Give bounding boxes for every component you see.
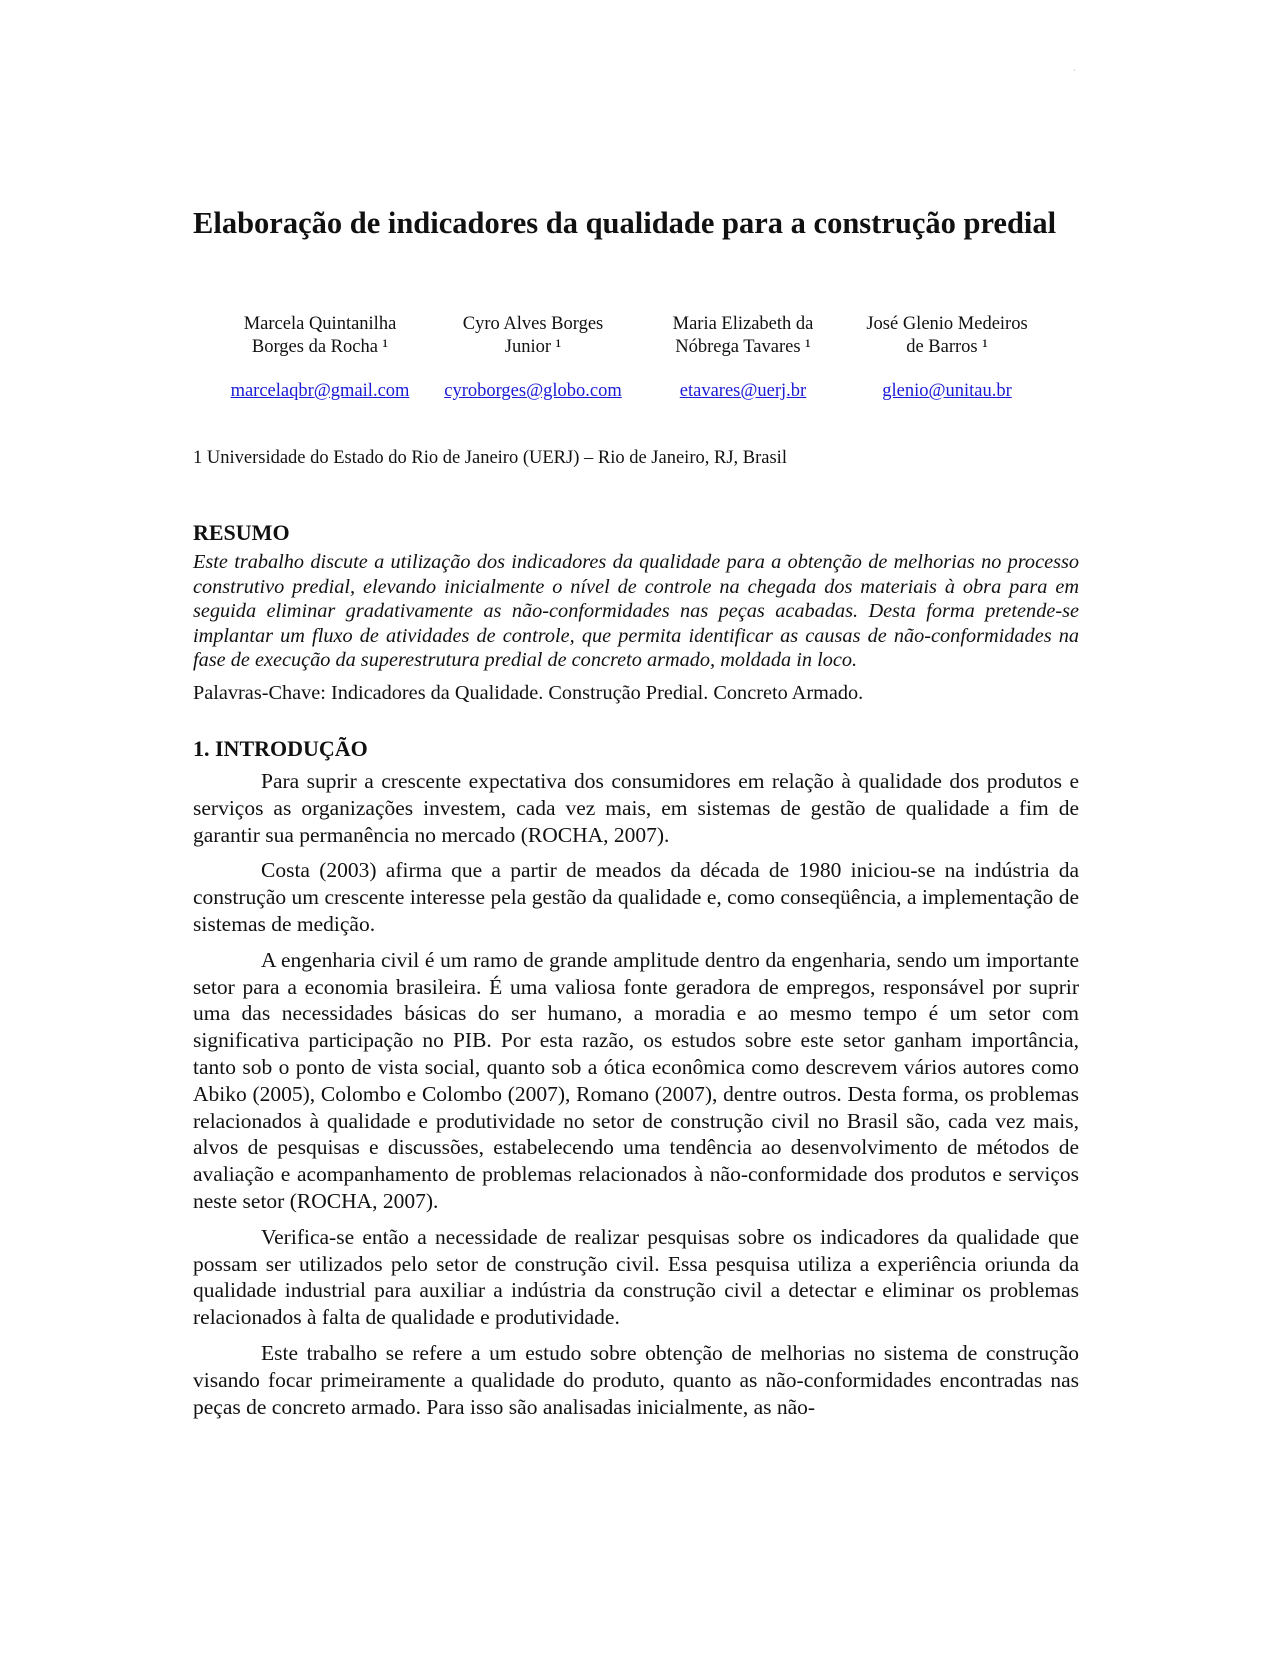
author-name-line: Marcela Quintanilha — [243, 314, 397, 334]
body-paragraph: A engenharia civil é um ramo de grande amplitude dentro da engenharia, sendo um importante setor para a economia brasileira. É uma valiosa fonte geradora de empregos, responsável por suprir uma das necessidades básicas do ser humano, a moradia e ao mesmo tempo é um setor com significativa participação no PIB. Por esta razão, os estudos sobre este setor ganham importância, tanto sob o ponto de vista social, quanto sob a ótica econômica como descrevem vários autores como Abiko (2005), Colombo e Colombo (2007), Romano (2007), dentre outros. Desta forma, os problemas relacionados à qualidade e produtividade no setor de construção civil no Brasil são, cada vez mais, alvos de pesquisas e discussões, estabelecendo uma tendência ao desenvolvimento de métodos de avaliação e acompanhamento de problemas relacionados à não-conformidade dos produtos e serviços neste setor (ROCHA, 2007). — [193, 947, 1079, 1213]
body-paragraph: Para suprir a crescente expectativa dos consumidores em relação à qualidade dos produtos e serviços as organizações investem, cada vez mais, em sistemas de gestão de qualidade a fim de garantir sua permanência no mercado (ROCHA, 2007). — [193, 769, 1079, 847]
author-name-line: Maria Elizabeth da — [672, 314, 814, 334]
author-email-link[interactable]: etavares@uerj.br — [679, 381, 807, 401]
body-paragraph: Verifica-se então a necessidade de realizar pesquisas sobre os indicadores da qualidade que possam ser utilizados pelo setor de construção civil. Essa pesquisa utiliza a experiência oriunda da qualidade industrial para auxiliar a indústria da construção civil a detectar e eliminar os problemas relacionados à falta de qualidade e produtividade. — [193, 1224, 1079, 1330]
body-paragraph: Costa (2003) afirma que a partir de meados da década de 1980 iniciou-se na indústria da construção um crescente interesse pela gestão da qualidade e, como conseqüência, a implementação de sistemas de medição. — [193, 858, 1079, 936]
author-4 — [832, 313, 1062, 403]
paper-body — [193, 520, 1079, 1420]
author-2 — [418, 313, 648, 403]
author-name-line: Borges da Rocha ¹ — [251, 337, 389, 357]
abstract-text: Este trabalho discute a utilização dos indicadores da qualidade para a obtenção de melhorias no processo construtivo predial, elevando inicialmente o nível de controle na chegada dos materiais à obra para em seguida eliminar gradativamente as não-conformidades nas peças acabadas. Desta forma pretende-se implantar um fluxo de atividades de controle, que permita identificar as causas de não-conformidades na fase de execução da superestrutura predial de concreto armado, moldada in loco. — [193, 551, 1079, 671]
author-3 — [628, 313, 858, 403]
abstract-heading: RESUMO — [193, 520, 290, 545]
author-email-link[interactable]: marcelaqbr@gmail.com — [230, 381, 410, 401]
author-block — [0, 313, 1280, 413]
author-name-line: de Barros ¹ — [906, 337, 988, 357]
affiliation: 1 Universidade do Estado do Rio de Janeiro (UERJ) – Rio de Janeiro, RJ, Brasil — [193, 448, 787, 468]
body-paragraph: Este trabalho se refere a um estudo sobre obtenção de melhorias no sistema de construção visando focar primeiramente a qualidade do produto, quanto as não-conformidades encontradas nas peças de concreto armado. Para isso são analisadas inicialmente, as não- — [193, 1340, 1079, 1419]
author-name-line: Junior ¹ — [504, 337, 562, 357]
author-name-line: Nóbrega Tavares ¹ — [675, 337, 811, 357]
keywords: Palavras-Chave: Indicadores da Qualidade. Construção Predial. Concreto Armado. — [193, 681, 864, 704]
author-name-line: Cyro Alves Borges — [462, 314, 604, 334]
paper-title: Elaboração de indicadores da qualidade para a construção predial — [193, 206, 1057, 240]
author-email-link[interactable]: glenio@unitau.br — [882, 381, 1012, 401]
author-email-link[interactable]: cyroborges@globo.com — [444, 381, 622, 401]
corner-mark: · — [1073, 66, 1076, 75]
author-1 — [205, 313, 435, 403]
introduction-heading: 1. INTRODUÇÃO — [193, 736, 368, 761]
author-name-line: José Glenio Medeiros — [866, 314, 1028, 334]
